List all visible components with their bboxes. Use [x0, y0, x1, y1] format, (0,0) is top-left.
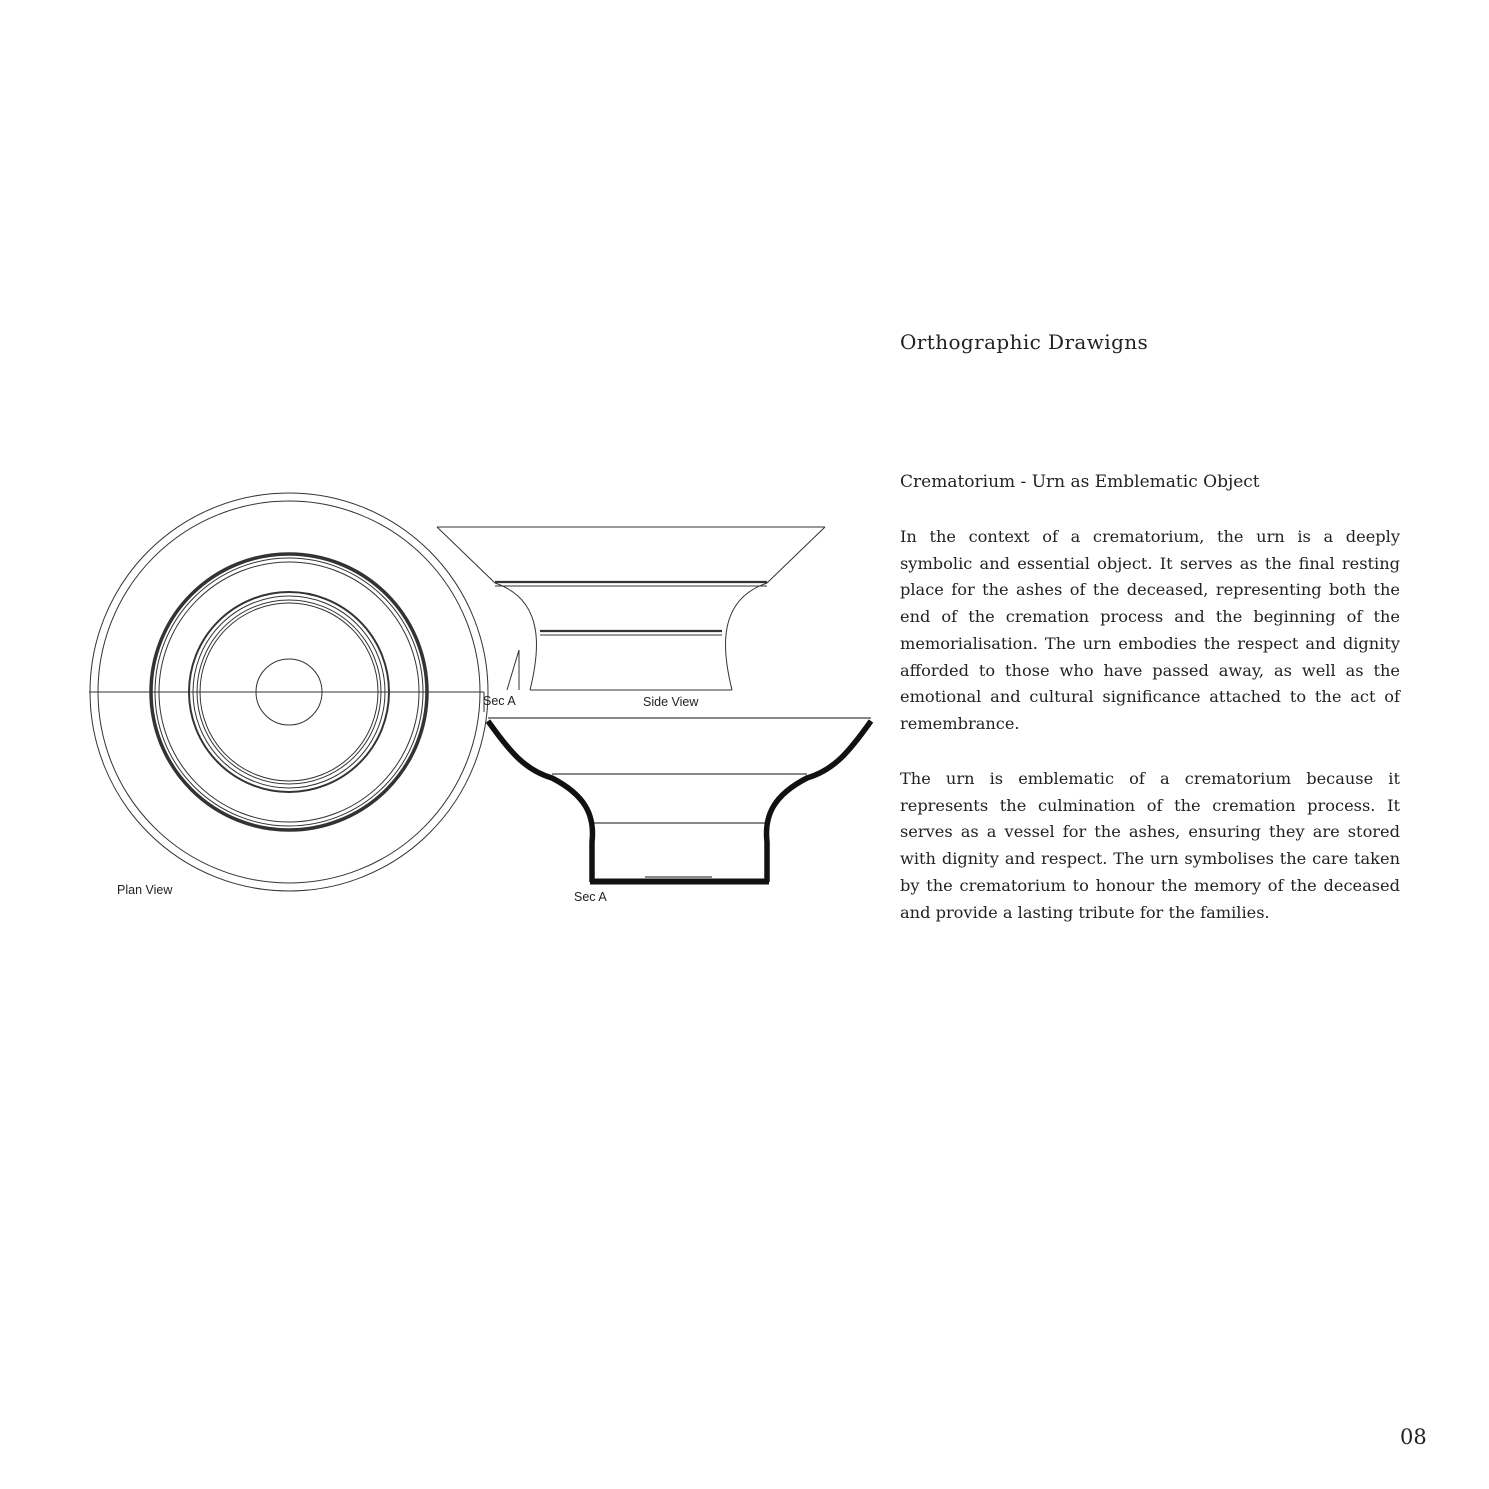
- section-marker-label: Sec A: [483, 694, 516, 708]
- plan-view-drawing: [89, 493, 488, 891]
- section-a-drawing: [488, 718, 871, 882]
- plan-view-label: Plan View: [117, 883, 173, 897]
- body-paragraph-2: The urn is emblematic of a crematorium because it represents the culmination of the cremation process. It serves as a vessel for the ashes, ensuring they are stored with dignity and respect. The urn symbolises the care taken by the crematorium to honour the memory of the deceased and provide a lasting tribute for the families.: [900, 769, 1400, 922]
- section-subheading: Crematorium - Urn as Emblematic Object: [900, 472, 1260, 492]
- side-view-label: Side View: [643, 695, 699, 709]
- body-paragraph-1: In the context of a crematorium, the urn is a deeply symbolic and essential object. It serves as the final resting place for the ashes of the deceased, representing both the end of the cremation process and the beginning of the memorialisation. The urn embodies the respect and dignity afforded to those who have passed away, as well as the emotional and cultural significance attached to the act of remembrance.: [900, 527, 1400, 733]
- page-number: 08: [1400, 1425, 1427, 1449]
- side-view-drawing: [437, 527, 825, 690]
- section-a-label: Sec A: [574, 890, 607, 904]
- page-title: Orthographic Drawigns: [900, 330, 1149, 354]
